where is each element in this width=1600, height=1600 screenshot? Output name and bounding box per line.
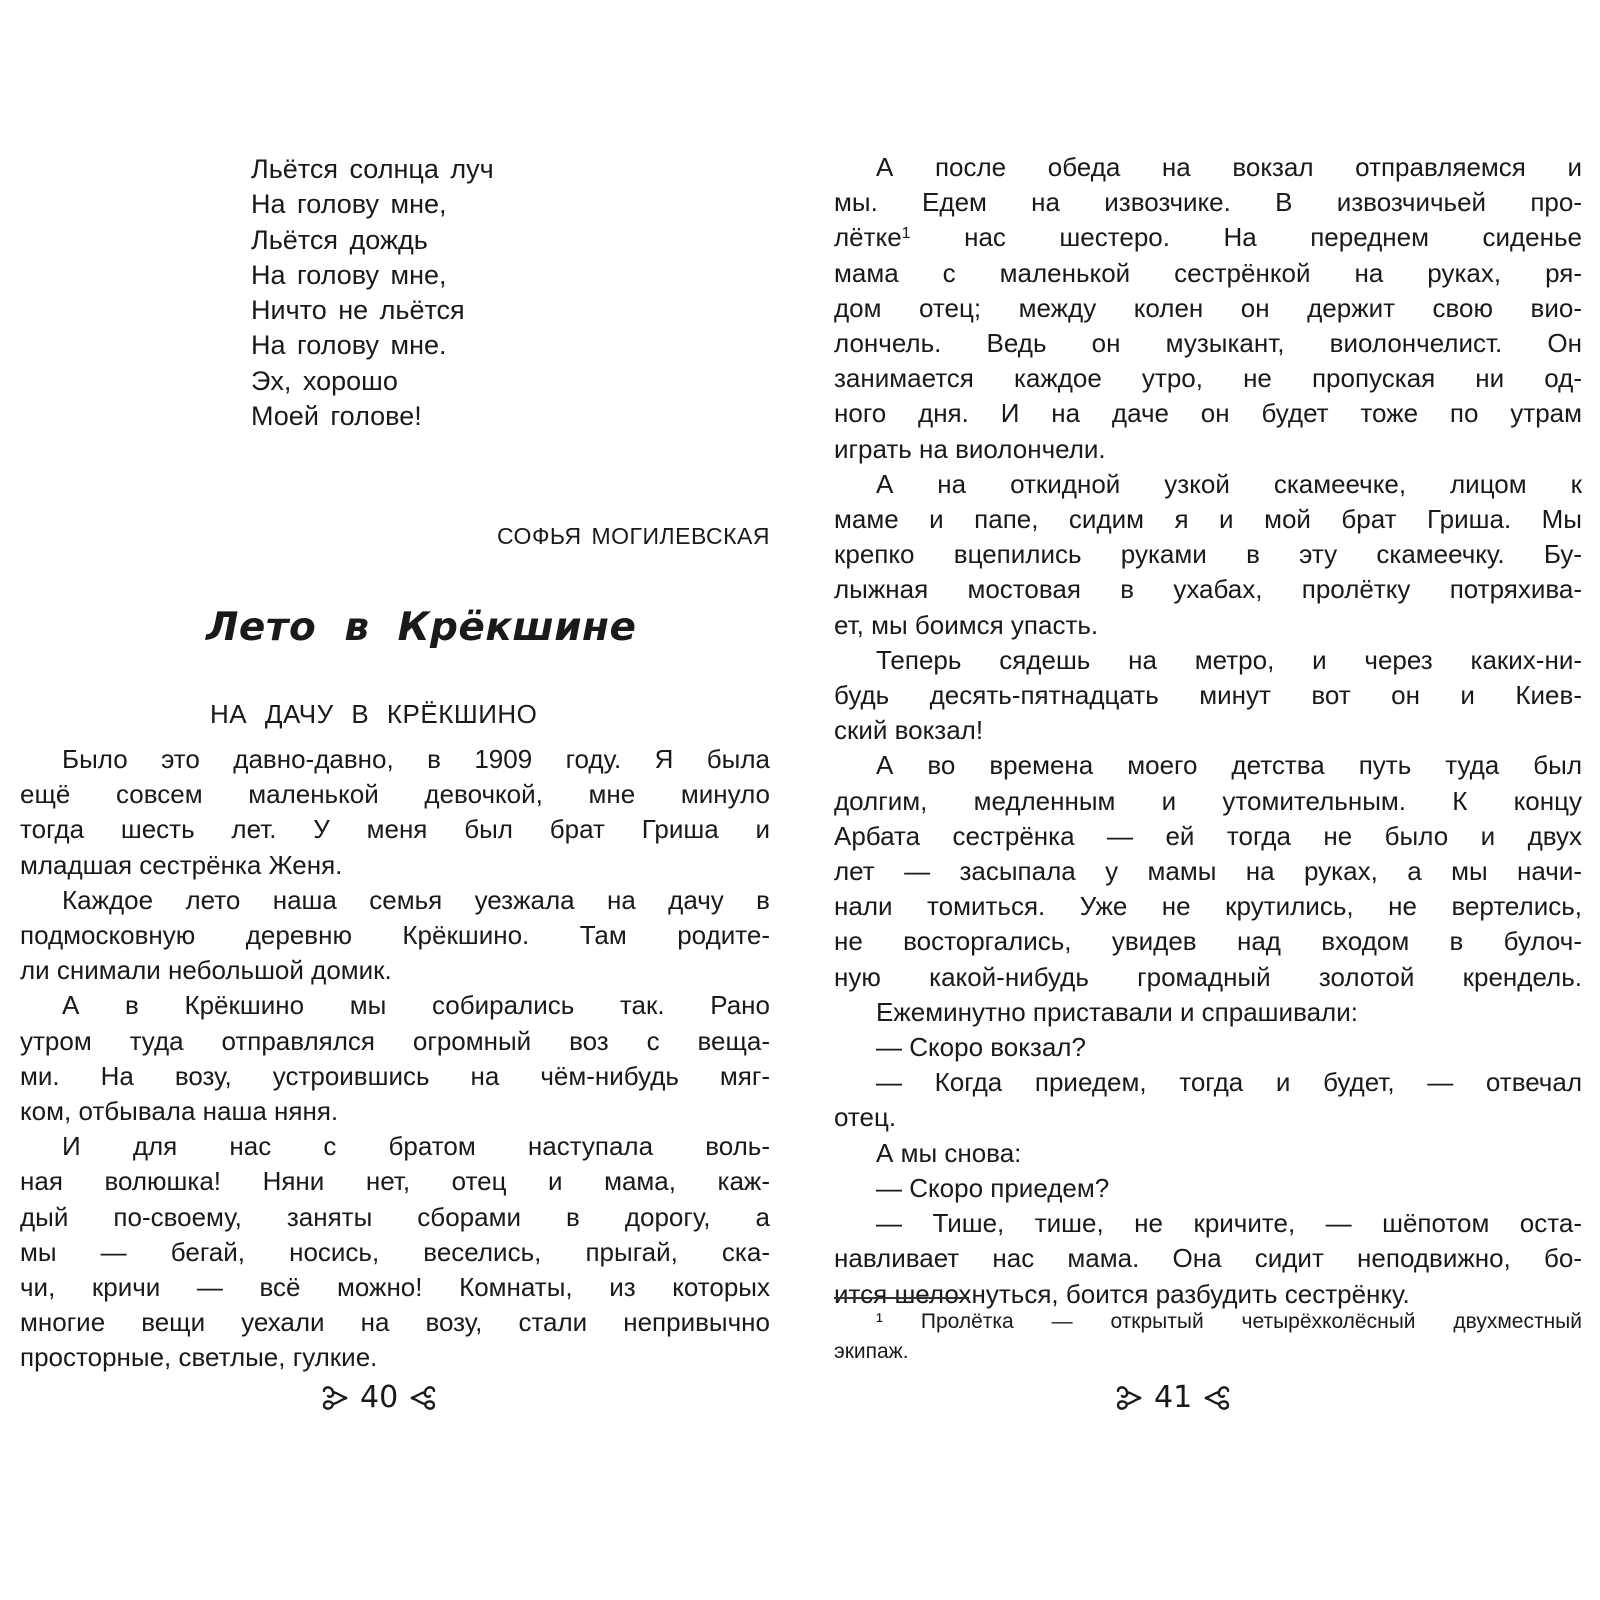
text-line: Ежеминутно приставали и спрашивали:	[876, 996, 1358, 1027]
text-line: лет — засыпала у мамы на руках, а мы начи-	[834, 856, 1582, 887]
ornament-right-icon	[1202, 1383, 1232, 1413]
text-line: ную какой-нибудь громадный золотой крендель.	[834, 961, 1582, 992]
text-line: чи, кричи — всё можно! Комнаты, из которых	[20, 1272, 770, 1303]
text-line: ми. На возу, устроившись на чём-нибудь мяг-	[20, 1060, 770, 1091]
author-name: СОФЬЯ МОГИЛЕВСКАЯ	[496, 523, 770, 549]
text-fragment: нас шестеро. На переднем сиденье	[910, 222, 1582, 253]
text-line: А мы снова:	[876, 1137, 1022, 1168]
text-line: долгим, медленным и утомительным. К концу	[834, 785, 1582, 816]
text-line: Было это давно-давно, в 1909 году. Я была	[62, 744, 770, 774]
poem-line: На голову мне.	[251, 330, 447, 361]
text-line: ится шелохнуться, боится разбудить сестрёнку.	[834, 1278, 1410, 1309]
ornament-left-icon	[1114, 1383, 1144, 1413]
text-line: младшая сестрёнка Женя.	[20, 849, 343, 880]
text-line: лыжная мостовая в ухабах, пролётку потряхива-	[834, 574, 1582, 605]
text-line: Арбата сестрёнка — ей тогда не было и двух	[834, 820, 1582, 851]
poem-line: Ничто не льётся	[251, 295, 465, 326]
text-line: И для нас с братом наступала воль-	[62, 1131, 770, 1162]
page-number-right	[1114, 1380, 1232, 1415]
text-line: тогда шесть лет. У меня был брат Гриша и	[20, 814, 770, 845]
text-line: подмосковную деревню Крёкшино. Там родите-	[20, 920, 770, 951]
text-line: ет, мы боимся упасть.	[834, 609, 1099, 640]
text-line: Каждое лето наша семья уезжала на дачу в	[62, 884, 770, 915]
text-line: ком, отбывала наша няня.	[20, 1096, 339, 1127]
text-line: — Тише, тише, не кричите, — шёпотом оста-	[876, 1208, 1582, 1239]
page-number-text: 41	[1154, 1380, 1193, 1415]
footnote-line: ¹ Пролётка — открытый четырёхколёсный двухместный	[876, 1310, 1582, 1333]
text-line: Теперь сядешь на метро, и через каких-ни-	[876, 644, 1582, 675]
text-line: занимается каждое утро, не пропуская ни од-	[834, 363, 1582, 394]
text-line: утром туда отправлялся огромный воз с веща-	[20, 1025, 770, 1056]
page-number-text: 40	[360, 1380, 399, 1415]
text-line: А в Крёкшино мы собирались так. Рано	[62, 990, 770, 1021]
right-page	[834, 0, 1582, 1600]
text-line: мама с маленькой сестрёнкой на руках, ря-	[834, 257, 1582, 288]
text-line: ного дня. И на даче он будет тоже по утрам	[834, 398, 1582, 429]
ornament-right-icon	[408, 1383, 438, 1413]
poem-line: Льётся солнца луч	[251, 154, 494, 184]
poem-line: На голову мне,	[251, 189, 447, 220]
text-line: навливает нас мама. Она сидит неподвижно, бо-	[834, 1243, 1582, 1274]
text-line: крепко вцепились руками в эту скамеечку. Бу-	[834, 539, 1582, 570]
text-line: многие вещи уехали на возу, стали непривычно	[20, 1307, 770, 1338]
story-title: Лето в Крёкшине	[206, 605, 637, 650]
left-body-text	[20, 742, 770, 1376]
text-line: будь десять-пятнадцать минут вот он и Киев-	[834, 680, 1582, 711]
footnote-divider	[834, 1297, 969, 1299]
footnote-marker[interactable]: 1	[901, 225, 911, 243]
text-line: — Скоро вокзал?	[876, 1032, 1086, 1063]
text-line: дый по-своему, заняты сборами в дорогу, а	[20, 1201, 770, 1232]
text-line: ли снимали небольшой домик.	[20, 955, 392, 986]
text-line: ещё совсем маленькой девочкой, мне минуло	[20, 779, 770, 810]
text-line: мы. Едем на извозчике. В извозчичьей про-	[834, 187, 1582, 218]
text-line: ский вокзал!	[834, 715, 984, 746]
text-line: дом отец; между колен он держит свою вио-	[834, 292, 1582, 323]
text-line: маме и папе, сидим я и мой брат Гриша. Мы	[834, 504, 1582, 535]
text-fragment: лётке	[834, 222, 902, 253]
text-line: отец.	[834, 1102, 897, 1133]
poem-line: Эх, хорошо	[251, 365, 398, 396]
text-line: А после обеда на вокзал отправляемся и	[876, 152, 1582, 182]
footnote-line: экипаж.	[834, 1340, 909, 1363]
ornament-left-icon	[320, 1383, 350, 1413]
text-line: играть на виолончели.	[834, 433, 1106, 464]
text-line: нали томиться. Уже не крутились, не вертелись,	[834, 891, 1582, 922]
poem	[251, 152, 494, 434]
text-line: А во времена моего детства путь туда был	[876, 750, 1582, 781]
text-line: не восторгались, увидев над входом в булоч-	[834, 926, 1582, 957]
footnote	[834, 1307, 1582, 1367]
text-line	[834, 220, 1582, 255]
left-page	[20, 0, 770, 1600]
page-number-left	[320, 1380, 438, 1415]
text-line: А на откидной узкой скамеечке, лицом к	[876, 468, 1582, 499]
text-line: лончель. Ведь он музыкант, виолончелист. Он	[834, 328, 1582, 359]
text-line: просторные, светлые, гулкие.	[20, 1342, 378, 1373]
poem-line: На голову мне,	[251, 259, 447, 290]
poem-line: Моей голове!	[251, 401, 422, 432]
chapter-title: НА ДАЧУ В КРЁКШИНО	[210, 699, 538, 729]
text-line: — Скоро приедем?	[876, 1172, 1110, 1203]
text-line: — Когда приедем, тогда и будет, — отвечал	[876, 1067, 1582, 1098]
text-line: мы — бегай, носись, веселись, прыгай, ска-	[20, 1236, 770, 1267]
poem-line: Льётся дождь	[251, 224, 428, 255]
right-body-text	[834, 150, 1582, 1312]
text-line: ная волюшка! Няни нет, отец и мама, каж-	[20, 1166, 770, 1197]
